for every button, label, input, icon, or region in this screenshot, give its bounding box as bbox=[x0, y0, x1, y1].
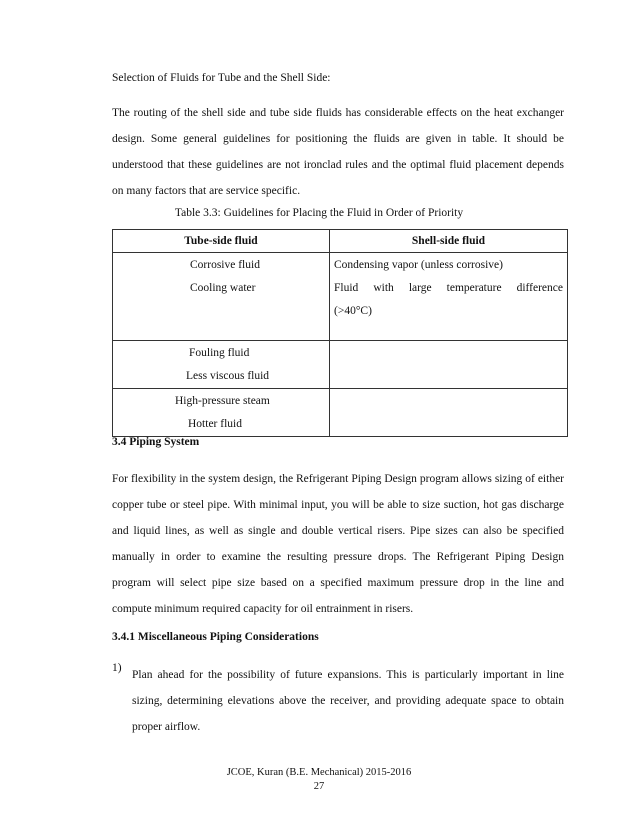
table-cell-text: Cooling water bbox=[190, 282, 256, 294]
table-cell-text: Hotter fluid bbox=[188, 418, 242, 430]
shell-side-cell bbox=[330, 341, 568, 389]
shell-side-cell bbox=[330, 253, 568, 341]
header-shell-side: Shell-side fluid bbox=[330, 230, 568, 253]
table-cell-text: Corrosive fluid bbox=[190, 259, 260, 271]
table-cell-text: Fluid with large temperature difference bbox=[334, 282, 563, 294]
table-header-row bbox=[113, 230, 568, 253]
list-item-number: 1) bbox=[112, 662, 122, 674]
table-cell-text: Condensing vapor (unless corrosive) bbox=[334, 259, 503, 271]
section-heading-piping-system: 3.4 Piping System bbox=[112, 436, 200, 448]
paragraph-piping-system: For flexibility in the system design, the Refrigerant Piping Design program allows sizing of either copper tube or steel pipe. With minimal input, you will be able to size suction, hot gas discharge and liquid lines, as well as single and double vertical risers. Pipe sizes can also be specified manually in order to examine the resulting pressure drops. The Refrigerant Piping Design program will select pipe size based on a specified maximum pressure drop in the line and compute minimum required capacity for oil entrainment in risers. bbox=[112, 473, 564, 615]
table-caption: Table 3.3: Guidelines for Placing the Fluid in Order of Priority bbox=[174, 207, 464, 219]
list-item bbox=[112, 662, 564, 740]
table-cell-text: Fouling fluid bbox=[189, 347, 250, 359]
intro-heading: Selection of Fluids for Tube and the Shell Side: bbox=[112, 72, 331, 84]
paragraph-fluid-routing: The routing of the shell side and tube side fluids has considerable effects on the heat exchanger design. Some general guidelines for positioning the fluids are given in table. It should be understood that these guidelines are not ironclad rules and the optimal fluid placement depends on many factors that are service specific. bbox=[112, 107, 564, 197]
table-row bbox=[113, 341, 568, 389]
tube-side-cell bbox=[113, 253, 330, 341]
guidelines-table bbox=[112, 229, 568, 437]
numbered-list bbox=[112, 662, 564, 740]
table-cell-text: High-pressure steam bbox=[175, 395, 270, 407]
section-heading-misc-piping: 3.4.1 Miscellaneous Piping Considerations bbox=[112, 631, 319, 643]
page-footer bbox=[0, 766, 638, 794]
shell-side-cell bbox=[330, 389, 568, 437]
footer-text: JCOE, Kuran (B.E. Mechanical) 2015-2016 bbox=[226, 767, 412, 778]
table-cell-text: Less viscous fluid bbox=[186, 370, 270, 382]
tube-side-cell bbox=[113, 389, 330, 437]
tube-side-cell bbox=[113, 341, 330, 389]
table-row bbox=[113, 253, 568, 341]
header-tube-side: Tube-side fluid bbox=[113, 230, 330, 253]
table-row bbox=[113, 389, 568, 437]
page-number: 27 bbox=[313, 781, 325, 792]
list-item-text: Plan ahead for the possibility of future expansions. This is particularly important in line sizing, determining elevations above the receiver, and providing adequate space to obtain proper airflow. bbox=[132, 669, 564, 733]
table-cell-text: (>40°C) bbox=[334, 305, 372, 317]
